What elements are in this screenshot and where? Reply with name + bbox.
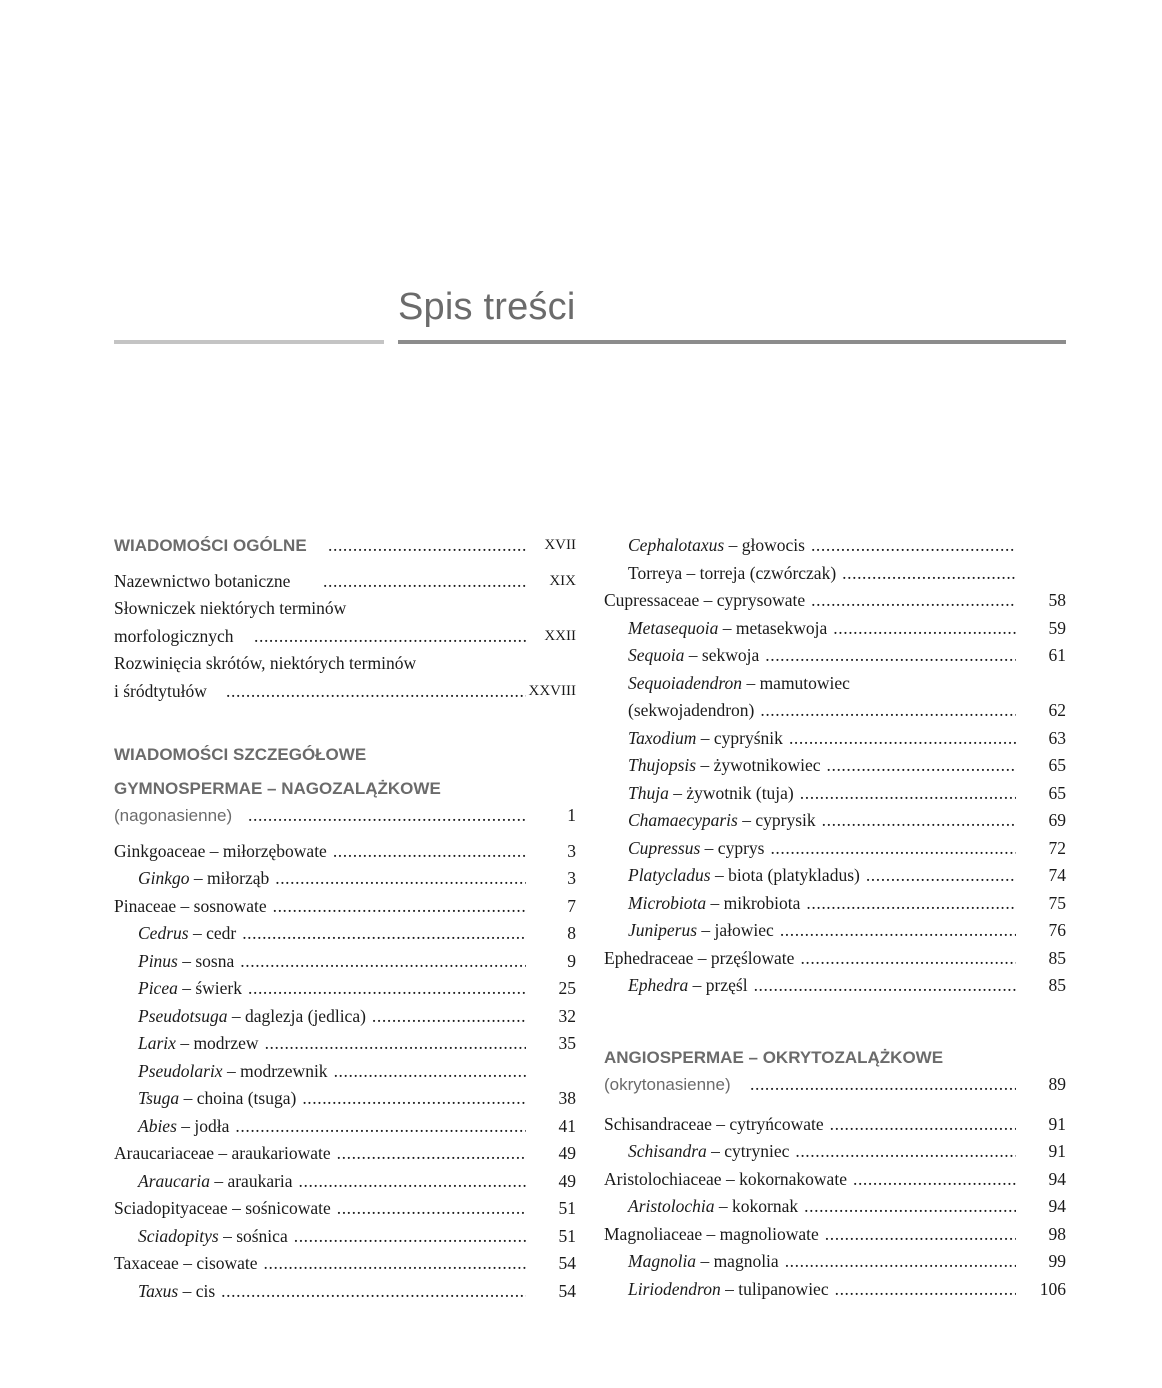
entry-text: – metasekwoja: [718, 617, 828, 638]
section-heading: WIADOMOŚCI OGÓLNE: [114, 536, 307, 555]
dot-leader: [240, 948, 526, 976]
entry-text: – modrzewnik: [222, 1060, 328, 1081]
entry-label: [628, 917, 774, 945]
page-number: 72: [1048, 837, 1066, 858]
page-number: 62: [1048, 700, 1066, 720]
entry-label: [114, 1140, 331, 1168]
genus-name: Taxus: [138, 1280, 179, 1301]
toc-entry[interactable]: [604, 945, 1066, 973]
toc-entry[interactable]: [604, 752, 1066, 780]
page-number: 9: [567, 950, 576, 971]
toc-entry[interactable]: [114, 802, 576, 830]
entry-label: [628, 697, 754, 725]
toc-entry[interactable]: [114, 975, 576, 1003]
toc-entry[interactable]: [604, 807, 1066, 835]
dot-leader: [830, 1111, 1016, 1139]
dot-leader: [789, 725, 1016, 753]
genus-name: Sequoiadendron: [628, 672, 743, 693]
title-rule-left: [114, 340, 384, 344]
entry-label: [138, 1003, 366, 1031]
entry-text: – sekwoja: [684, 645, 760, 665]
toc-entry[interactable]: [114, 1250, 576, 1278]
entry-text: – cedr: [188, 923, 237, 943]
section-heading-row: [114, 741, 576, 769]
entry-text: Aristolochiaceae – kokornakowate: [604, 1168, 847, 1189]
page-number: 94: [1048, 1168, 1066, 1189]
page-number: 85: [1048, 947, 1066, 968]
dot-leader: [302, 1085, 526, 1113]
genus-name: Sciadopitys: [138, 1225, 219, 1246]
entry-text: – miłorząb: [189, 868, 270, 888]
genus-name: Cedrus: [138, 923, 189, 943]
entry-text: – mamutowiec: [742, 672, 850, 693]
entry-label: [138, 1278, 215, 1306]
entry-label: [138, 1223, 288, 1251]
page-number: XIX: [549, 572, 576, 589]
dot-leader: [822, 807, 1016, 835]
toc-entry[interactable]: [604, 697, 1066, 725]
entry-label: [114, 893, 267, 921]
page-number: 91: [1048, 1113, 1066, 1134]
genus-name: Cephalotaxus: [628, 535, 725, 555]
genus-name: Juniperus: [628, 920, 698, 940]
dot-leader: [750, 1071, 1016, 1099]
entry-label: [628, 1248, 779, 1276]
entry-text: – biota (platykladus): [710, 865, 860, 885]
section-heading: ANGIOSPERMAE – OKRYTOZALĄŻKOWE: [604, 1047, 944, 1067]
toc-entry[interactable]: [604, 1138, 1066, 1166]
toc-entry[interactable]: [114, 948, 576, 976]
entry-text: – kokornak: [714, 1196, 799, 1216]
entry-text: Taxaceae – cisowate: [114, 1253, 258, 1273]
entry-text: – cypryśnik: [696, 727, 783, 748]
page-number: 59: [1048, 617, 1066, 638]
entry-label: [628, 780, 794, 808]
page-number: 58: [1048, 590, 1066, 610]
genus-name: Thujopsis: [628, 755, 697, 775]
genus-name: Tsuga: [138, 1088, 180, 1108]
entry-text: – głowocis: [724, 535, 805, 555]
entry-label: [138, 1058, 328, 1086]
genus-name: Liriodendron: [628, 1278, 721, 1299]
section-heading: WIADOMOŚCI SZCZEGÓŁOWE: [114, 745, 367, 764]
dot-leader: [337, 1195, 526, 1223]
toc-entry[interactable]: [604, 725, 1066, 753]
genus-name: Taxodium: [628, 727, 697, 748]
toc-entry[interactable]: [604, 1276, 1066, 1304]
entry-label: [138, 1168, 293, 1196]
page-number: 38: [558, 1088, 576, 1108]
toc-entry[interactable]: [604, 1193, 1066, 1221]
entry-label: [628, 807, 816, 835]
genus-name: Ginkgo: [138, 868, 190, 888]
dot-leader: [264, 1250, 526, 1278]
entry-text: – cyprys: [700, 837, 765, 858]
entry-label: [138, 1113, 229, 1141]
entry-text: Torreya – torreja (czwórczak): [628, 562, 837, 583]
page-number: 1: [567, 805, 576, 825]
genus-name: Chamaecyparis: [628, 810, 738, 830]
dot-leader: [804, 1193, 1016, 1221]
entry-label: [628, 725, 783, 753]
section-heading-row: [114, 775, 576, 803]
entry-text: Sciadopityaceae – sośnicowate: [114, 1198, 331, 1218]
toc-entry[interactable]: [114, 568, 576, 596]
toc-entry[interactable]: [604, 862, 1066, 890]
dot-leader: [226, 678, 526, 706]
toc-left-column: [114, 532, 576, 1305]
genus-name: Araucaria: [138, 1170, 210, 1191]
toc-entry[interactable]: [114, 532, 576, 560]
page-number: 98: [1048, 1223, 1066, 1244]
entry-text: Ginkgoaceae – miłorzębowate: [114, 840, 327, 861]
entry-label: [628, 560, 836, 588]
dot-leader: [866, 862, 1016, 890]
title-rule-right: [398, 340, 1066, 344]
dot-leader: [760, 697, 1016, 725]
toc-entry[interactable]: [114, 595, 576, 623]
page-number: 3: [567, 840, 576, 861]
page-number: 49: [558, 1143, 576, 1163]
dot-leader: [853, 1166, 1016, 1194]
dot-leader: [235, 1113, 526, 1141]
toc-entry[interactable]: [114, 1003, 576, 1031]
entry-label: [138, 920, 236, 948]
dot-leader: [294, 1223, 526, 1251]
page-number: 51: [558, 1225, 576, 1246]
genus-name: Larix: [138, 1033, 176, 1053]
entry-text: Cupressaceae – cyprysowate: [604, 590, 806, 610]
genus-name: Abies: [138, 1115, 177, 1136]
toc-entry[interactable]: [604, 642, 1066, 670]
entry-text: – tulipanowiec: [720, 1278, 829, 1299]
dot-leader: [800, 780, 1016, 808]
entry-text: – sośnica: [218, 1225, 288, 1246]
toc-right-column: [604, 532, 1066, 1303]
entry-text: Magnoliaceae – magnoliowate: [604, 1223, 819, 1244]
toc-entry[interactable]: [114, 1085, 576, 1113]
page-number: 54: [558, 1280, 576, 1301]
dot-leader: [337, 1140, 526, 1168]
entry-text: – jodła: [176, 1115, 230, 1136]
entry-label: [604, 1221, 819, 1249]
entry-text: – przęśl: [688, 975, 748, 995]
page-number: 63: [1048, 727, 1066, 748]
genus-name: Sequoia: [628, 645, 685, 665]
toc-entry[interactable]: [604, 1111, 1066, 1139]
entry-label: [604, 1166, 847, 1194]
page-number: XVII: [544, 537, 576, 553]
dot-leader: [835, 1276, 1016, 1304]
dot-leader: [333, 838, 526, 866]
section-heading: GYMNOSPERMAE – NAGOZALĄŻKOWE: [114, 778, 441, 798]
entry-label: [138, 865, 269, 893]
entry-text: – sosna: [177, 950, 235, 971]
toc-entry[interactable]: [604, 972, 1066, 1000]
page-number: 3: [567, 868, 576, 888]
toc-entry[interactable]: [604, 890, 1066, 918]
page-number: 7: [567, 895, 576, 916]
dot-leader: [248, 975, 526, 1003]
toc-entry[interactable]: [604, 1248, 1066, 1276]
toc-entry[interactable]: [114, 1195, 576, 1223]
dot-leader: [248, 802, 526, 830]
genus-name: Microbiota: [628, 892, 707, 913]
page-number: 75: [1048, 892, 1066, 913]
entry-text: – świerk: [177, 978, 242, 998]
entry-label: [628, 642, 759, 670]
entry-label: [604, 587, 805, 615]
dot-leader: [275, 865, 526, 893]
toc-entry[interactable]: [604, 560, 1066, 588]
genus-name: Thuja: [628, 782, 669, 803]
toc-entry[interactable]: [604, 532, 1066, 560]
page-number: XXVIII: [528, 682, 576, 699]
entry-text: – cyprysik: [737, 810, 816, 830]
entry-text: – magnolia: [696, 1251, 779, 1271]
toc-entry[interactable]: [114, 1278, 576, 1306]
entry-text: Ephedraceae – przęślowate: [604, 947, 795, 968]
entry-label: [114, 1250, 258, 1278]
entry-text: (sekwojadendron): [628, 700, 755, 720]
toc-entry[interactable]: [604, 835, 1066, 863]
dot-leader: [811, 532, 1016, 560]
dot-leader: [221, 1278, 526, 1306]
section-subheading: (nagonasienne): [114, 806, 233, 825]
entry-label: [628, 1193, 798, 1221]
page-number: 74: [1048, 865, 1066, 885]
dot-leader: [323, 568, 526, 596]
genus-name: Metasequoia: [628, 617, 719, 638]
entry-text: – żywotnik (tuja): [668, 782, 794, 803]
page-number: XXII: [544, 627, 576, 644]
dot-leader: [806, 890, 1016, 918]
entry-label: [114, 1195, 331, 1223]
dot-leader: [242, 920, 526, 948]
toc-entry[interactable]: [604, 917, 1066, 945]
dot-leader: [785, 1248, 1016, 1276]
dot-leader: [795, 1138, 1016, 1166]
entry-label: i śródtytułów: [114, 680, 207, 701]
genus-name: Aristolochia: [628, 1196, 715, 1216]
genus-name: Picea: [138, 978, 178, 998]
toc-entry[interactable]: [114, 1030, 576, 1058]
toc-entry[interactable]: [114, 678, 576, 706]
toc-entry[interactable]: [604, 1071, 1066, 1099]
entry-text: – modrzew: [175, 1033, 259, 1053]
dot-leader: [842, 560, 1016, 588]
page-number: 35: [558, 1033, 576, 1053]
toc-entry[interactable]: [114, 893, 576, 921]
toc-entry[interactable]: [114, 1223, 576, 1251]
entry-label: [628, 890, 800, 918]
entry-label: [138, 1085, 296, 1113]
entry-text: – cis: [178, 1280, 216, 1301]
toc-entry[interactable]: [114, 1113, 576, 1141]
dot-leader: [825, 1221, 1016, 1249]
dot-leader: [827, 752, 1017, 780]
toc-entry[interactable]: [604, 615, 1066, 643]
entry-text: – choina (tsuga): [179, 1088, 297, 1108]
toc-entry[interactable]: [114, 623, 576, 651]
entry-label: Słowniczek niektórych terminów: [114, 598, 347, 618]
entry-text: – daglezja (jedlica): [227, 1005, 366, 1026]
entry-label: [628, 835, 764, 863]
entry-label: Rozwinięcia skrótów, niektórych terminów: [114, 653, 417, 673]
dot-leader: [334, 1058, 526, 1086]
page-number: 85: [1048, 975, 1066, 995]
page-number: 61: [1048, 645, 1066, 665]
dot-leader: [811, 587, 1016, 615]
entry-text: Pinaceae – sosnowate: [114, 895, 267, 916]
page-number: 51: [558, 1198, 576, 1218]
entry-label: [604, 945, 794, 973]
dot-leader: [754, 972, 1016, 1000]
entry-text: – araukaria: [209, 1170, 293, 1191]
page-number: 25: [558, 978, 576, 998]
genus-name: Magnolia: [628, 1251, 697, 1271]
page-number: 69: [1048, 810, 1066, 830]
toc-entry[interactable]: [604, 1166, 1066, 1194]
page-number: 89: [1048, 1074, 1066, 1094]
toc-entry[interactable]: [604, 670, 1066, 698]
page-number: 32: [558, 1005, 576, 1026]
entry-label: [628, 752, 821, 780]
dot-leader: [254, 623, 526, 651]
dot-leader: [833, 615, 1016, 643]
entry-label: [628, 972, 748, 1000]
toc-entry[interactable]: [604, 1221, 1066, 1249]
dot-leader: [770, 835, 1016, 863]
dot-leader: [265, 1030, 526, 1058]
entry-text: Araucariaceae – araukariowate: [114, 1143, 331, 1163]
genus-name: Cupressus: [628, 837, 701, 858]
genus-name: Schisandra: [628, 1141, 707, 1161]
genus-name: Pinus: [138, 950, 178, 971]
entry-text: – cytryniec: [706, 1141, 790, 1161]
toc-entry[interactable]: [604, 780, 1066, 808]
entry-label: Nazewnictwo botaniczne: [114, 570, 291, 591]
entry-label: [628, 862, 860, 890]
dot-leader: [328, 532, 526, 560]
genus-name: Pseudolarix: [138, 1060, 223, 1081]
section-subheading: (okrytonasienne): [604, 1075, 731, 1094]
dot-leader: [800, 945, 1016, 973]
toc-entry[interactable]: [114, 920, 576, 948]
entry-label: [628, 532, 805, 560]
entry-text: – żywotnikowiec: [696, 755, 821, 775]
entry-label: [628, 615, 827, 643]
page-number: 65: [1048, 782, 1066, 803]
toc-entry[interactable]: [114, 1058, 576, 1086]
entry-label: [604, 1111, 824, 1139]
page-number: 65: [1048, 755, 1066, 775]
page-number: 41: [558, 1115, 576, 1136]
toc-entry[interactable]: [114, 1168, 576, 1196]
dot-leader: [780, 917, 1016, 945]
toc-entry[interactable]: [114, 1140, 576, 1168]
entry-label: [628, 1276, 829, 1304]
genus-name: Pseudotsuga: [138, 1005, 228, 1026]
toc-entry[interactable]: [114, 838, 576, 866]
page-number: 91: [1048, 1141, 1066, 1161]
dot-leader: [299, 1168, 526, 1196]
page-number: 106: [1039, 1278, 1066, 1299]
entry-label: [628, 670, 850, 698]
page-number: 76: [1048, 920, 1066, 940]
dot-leader: [765, 642, 1016, 670]
entry-label: [138, 948, 234, 976]
entry-label: [138, 975, 242, 1003]
toc-entry[interactable]: [604, 587, 1066, 615]
entry-label: morfologicznych: [114, 625, 234, 646]
entry-label: [628, 1138, 789, 1166]
entry-text: – mikrobiota: [706, 892, 801, 913]
dot-leader: [273, 893, 526, 921]
entry-label: [114, 838, 327, 866]
dot-leader: [372, 1003, 526, 1031]
page-number: 94: [1048, 1196, 1066, 1216]
page-title: Spis treści: [398, 286, 576, 328]
toc-entry[interactable]: [114, 865, 576, 893]
page-number: 8: [567, 923, 576, 943]
page-number: 99: [1048, 1251, 1066, 1271]
entry-text: Schisandraceae – cytryńcowate: [604, 1113, 824, 1134]
entry-text: – jałowiec: [697, 920, 774, 940]
toc-entry[interactable]: [114, 650, 576, 678]
page-number: 49: [558, 1170, 576, 1191]
section-heading-row: [604, 1044, 1066, 1072]
genus-name: Platycladus: [628, 865, 711, 885]
genus-name: Ephedra: [628, 975, 689, 995]
page-number: 54: [558, 1253, 576, 1273]
entry-label: [138, 1030, 259, 1058]
